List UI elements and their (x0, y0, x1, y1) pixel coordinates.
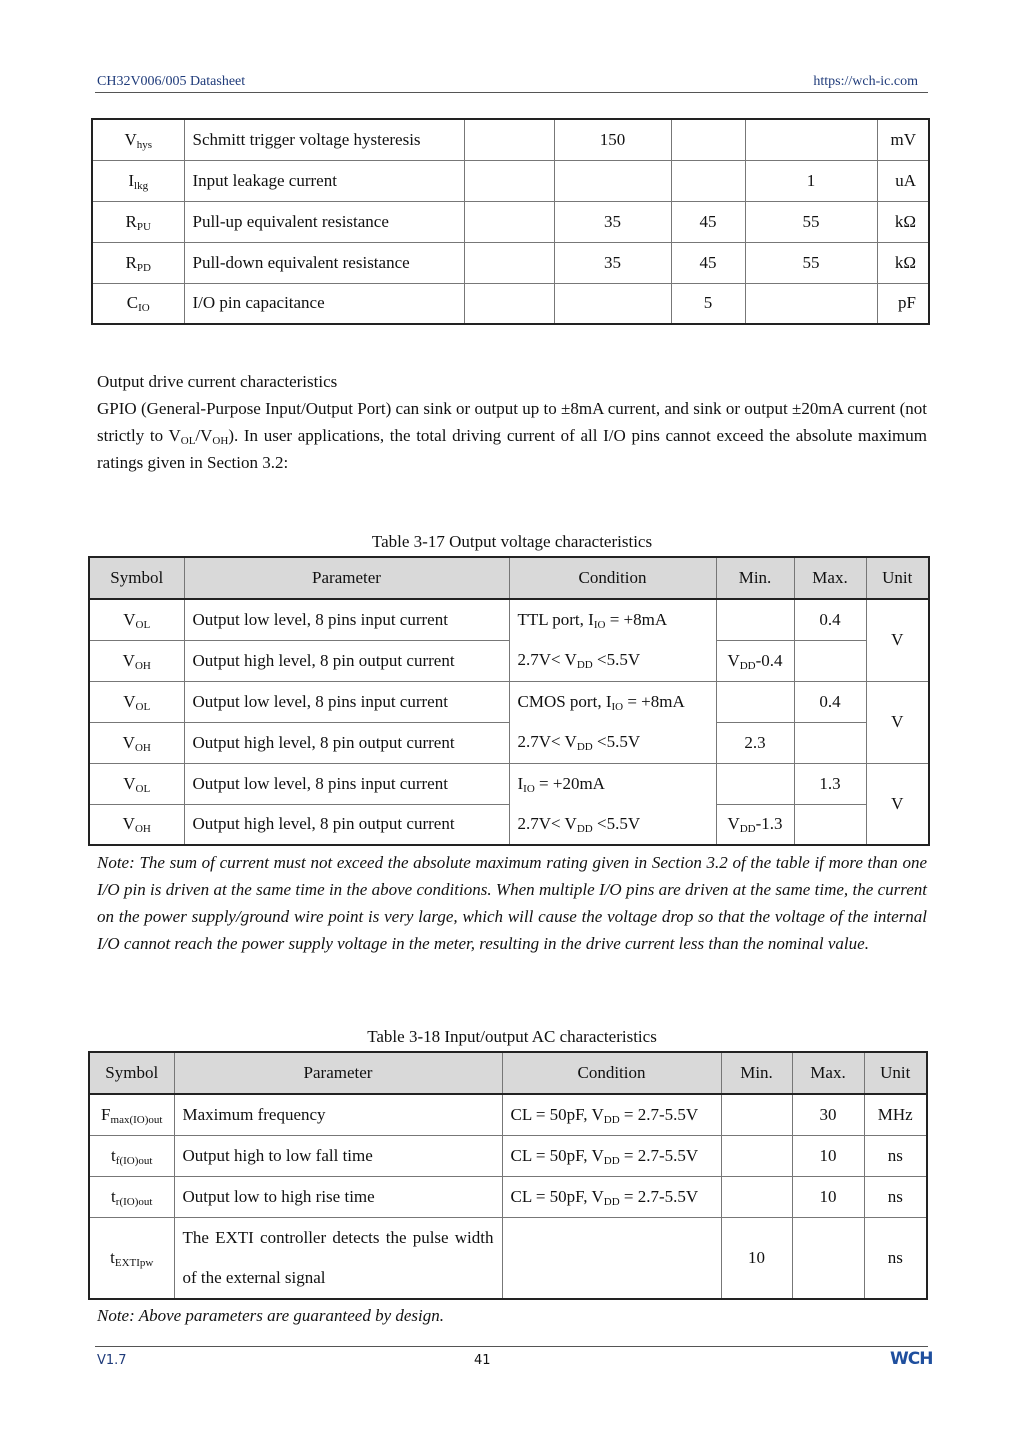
unit-cell: kΩ (877, 201, 929, 242)
symbol-cell: $t_{EXTIpw}$ (89, 1217, 174, 1299)
max-cell: 0.4 (794, 681, 866, 722)
table-row (92, 201, 929, 242)
condition-cell (464, 201, 554, 242)
footer-page-number: 41 (474, 1353, 491, 1368)
symbol-cell: $I_{lkg}$ (92, 160, 184, 201)
col-condition: Condition (509, 557, 716, 599)
table17-note: Note: The sum of current must not exceed the absolute maximum rating given in Section 3.2 of the table if more than one I/O pin is driven at the same time in the above conditions. When multiple I/O pins are driven at the same time, the current on the power supply/ground wire point is very large, which will cause the voltage drop so that the voltage of the internal I/O cannot reach the power supply voltage in the meter, resulting in the drive current less than the nominal value. (97, 853, 927, 953)
min-cell (716, 763, 794, 804)
col-max: Max. (792, 1052, 864, 1094)
min-cell: 35 (554, 242, 671, 283)
table-row (89, 599, 929, 640)
min-cell (554, 160, 671, 201)
max-cell (745, 283, 877, 324)
min-cell (554, 283, 671, 324)
io-static-table (91, 118, 930, 325)
condition-cell: CMOS port, $I_{IO} = +8mA$ (509, 681, 716, 722)
table-row (89, 1217, 927, 1299)
typ-cell: 45 (671, 242, 745, 283)
header-divider (95, 92, 928, 93)
symbol-cell: $V_{OL}$ (89, 599, 184, 640)
min-cell: 150 (554, 119, 671, 160)
parameter-cell: Input leakage current (184, 160, 464, 201)
symbol-cell: $t_{r(IO)out}$ (89, 1176, 174, 1217)
table-row (92, 119, 929, 160)
max-cell: 55 (745, 201, 877, 242)
condition-cell (464, 283, 554, 324)
table-row (89, 1176, 927, 1217)
unit-cell: pF (877, 283, 929, 324)
header-url[interactable]: https://wch-ic.com (813, 74, 918, 89)
symbol-cell: $R_{PU}$ (92, 201, 184, 242)
parameter-cell: Pull-up equivalent resistance (184, 201, 464, 242)
parameter-cell: Output low level, 8 pins input current (184, 681, 509, 722)
parameter-cell: Output high level, 8 pin output current (184, 640, 509, 681)
table17-caption: Table 3-17 Output voltage characteristics (371, 532, 653, 551)
typ-cell: 45 (671, 201, 745, 242)
unit-cell: kΩ (877, 242, 929, 283)
unit-cell: V (866, 681, 929, 763)
symbol-cell: $R_{PD}$ (92, 242, 184, 283)
symbol-cell: $V_{OH}$ (89, 722, 184, 763)
col-parameter: Parameter (184, 557, 509, 599)
table-row (89, 804, 929, 845)
unit-cell: V (866, 599, 929, 681)
condition-cell: $2.7V< V_{DD} <5.5V$ (509, 722, 716, 763)
min-cell: 10 (721, 1217, 792, 1299)
max-cell: 1.3 (794, 763, 866, 804)
parameter-cell: Output low level, 8 pins input current (184, 599, 509, 640)
table18-note: Note: Above parameters are guaranteed by design. (97, 1306, 445, 1325)
table-row (92, 283, 929, 324)
section-paragraph: GPIO (General-Purpose Input/Output Port) can sink or output up to ±8mA current, and sink or output ±20mA current (not strictly to $V_{OL}/V_{OH}$). In user applications, the total driving current of all I/O pins cannot exceed the absolute maximum ratings given in Section 3.2: (97, 399, 927, 472)
table18-caption: Table 3-18 Input/output AC characteristics (367, 1027, 657, 1046)
parameter-cell: The EXTI controller detects the pulse width of the external signal (174, 1217, 502, 1299)
unit-cell: MHz (864, 1094, 927, 1135)
min-cell: 35 (554, 201, 671, 242)
parameter-cell: Schmitt trigger voltage hysteresis (184, 119, 464, 160)
header-title: CH32V006/005 Datasheet (97, 74, 246, 89)
condition-cell: CL = 50pF, $V_{DD} = 2.7-5.5V$ (502, 1176, 721, 1217)
col-min: Min. (716, 557, 794, 599)
min-cell (716, 599, 794, 640)
condition-cell: $2.7V< V_{DD} <5.5V$ (509, 804, 716, 845)
min-cell: $V_{DD}-0.4$ (716, 640, 794, 681)
table-row (89, 763, 929, 804)
symbol-cell: $V_{OH}$ (89, 640, 184, 681)
condition-cell (464, 119, 554, 160)
min-cell (721, 1176, 792, 1217)
unit-cell: ns (864, 1176, 927, 1217)
typ-cell (671, 119, 745, 160)
parameter-cell: Output high to low fall time (174, 1135, 502, 1176)
parameter-cell: Output high level, 8 pin output current (184, 804, 509, 845)
symbol-cell: $t_{f(IO)out}$ (89, 1135, 174, 1176)
parameter-cell: Output low to high rise time (174, 1176, 502, 1217)
unit-cell: V (866, 763, 929, 845)
output-voltage-table (88, 556, 930, 846)
table-row (92, 242, 929, 283)
max-cell: 10 (792, 1176, 864, 1217)
parameter-cell: Output high level, 8 pin output current (184, 722, 509, 763)
symbol-cell: $V_{OL}$ (89, 763, 184, 804)
col-symbol: Symbol (89, 557, 184, 599)
table-row (89, 681, 929, 722)
unit-cell: uA (877, 160, 929, 201)
parameter-cell: I/O pin capacitance (184, 283, 464, 324)
col-unit: Unit (866, 557, 929, 599)
condition-cell (464, 160, 554, 201)
footer-divider (95, 1346, 928, 1347)
max-cell: 10 (792, 1135, 864, 1176)
col-min: Min. (721, 1052, 792, 1094)
io-ac-table (88, 1051, 928, 1300)
footer-version: V1.7 (97, 1353, 127, 1368)
condition-cell (464, 242, 554, 283)
max-cell (792, 1217, 864, 1299)
symbol-cell: $F_{max(IO)out}$ (89, 1094, 174, 1135)
condition-cell: CL = 50pF, $V_{DD} = 2.7-5.5V$ (502, 1135, 721, 1176)
min-cell (721, 1094, 792, 1135)
unit-cell: mV (877, 119, 929, 160)
table-row (92, 160, 929, 201)
condition-cell: $I_{IO} = +20mA$ (509, 763, 716, 804)
min-cell (716, 681, 794, 722)
condition-cell: TTL port, $I_{IO} = +8mA$ (509, 599, 716, 640)
condition-cell (502, 1217, 721, 1299)
parameter-cell: Maximum frequency (174, 1094, 502, 1135)
unit-cell: ns (864, 1135, 927, 1176)
unit-cell: ns (864, 1217, 927, 1299)
section-title: Output drive current characteristics (97, 372, 338, 391)
symbol-cell: $V_{OH}$ (89, 804, 184, 845)
max-cell: 0.4 (794, 599, 866, 640)
typ-cell: 5 (671, 283, 745, 324)
typ-cell (671, 160, 745, 201)
col-max: Max. (794, 557, 866, 599)
min-cell: $V_{DD}-1.3$ (716, 804, 794, 845)
table-row (89, 640, 929, 681)
wch-logo: WCH (890, 1349, 933, 1369)
parameter-cell: Pull-down equivalent resistance (184, 242, 464, 283)
max-cell: 55 (745, 242, 877, 283)
table-row (89, 1094, 927, 1135)
symbol-cell: $C_{IO}$ (92, 283, 184, 324)
max-cell (794, 640, 866, 681)
symbol-cell: $V_{OL}$ (89, 681, 184, 722)
min-cell (721, 1135, 792, 1176)
col-condition: Condition (502, 1052, 721, 1094)
col-unit: Unit (864, 1052, 927, 1094)
col-parameter: Parameter (174, 1052, 502, 1094)
condition-cell: CL = 50pF, $V_{DD} = 2.7-5.5V$ (502, 1094, 721, 1135)
col-symbol: Symbol (89, 1052, 174, 1094)
max-cell (745, 119, 877, 160)
parameter-cell: Output low level, 8 pins input current (184, 763, 509, 804)
max-cell (794, 722, 866, 763)
min-cell: 2.3 (716, 722, 794, 763)
max-cell: 1 (745, 160, 877, 201)
symbol-cell: $V_{hys}$ (92, 119, 184, 160)
condition-cell: $2.7V< V_{DD} <5.5V$ (509, 640, 716, 681)
table-row (89, 722, 929, 763)
max-cell (794, 804, 866, 845)
table-row (89, 1135, 927, 1176)
max-cell: 30 (792, 1094, 864, 1135)
